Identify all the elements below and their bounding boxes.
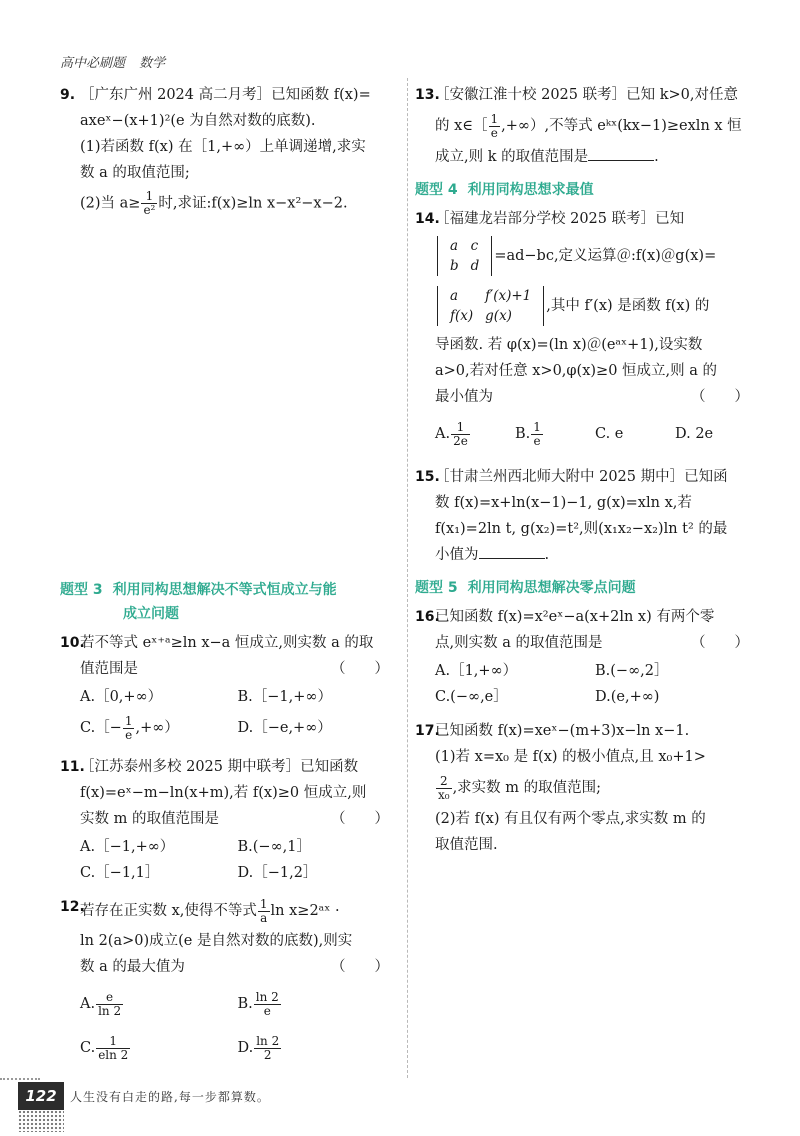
q13-line-2: 的 x∈［ $\frac{1}{e}$ ,+∞）,不等式 eᵏˣ(kx−1)≥exln x 恒	[435, 111, 742, 140]
q17-line-1: 已知函数 f(x)=xeˣ−(m+3)x−ln x−1.	[435, 723, 690, 739]
q14-line-4: 导函数. 若 φ(x)=(ln x)＠(eᵃˣ+1),设实数	[435, 337, 703, 353]
q16-line-2: 点,则实数 a 的取值范围是 （ ）	[435, 630, 755, 656]
option-d[interactable]: D. $\frac{\ln 2}{2}$	[237, 1033, 280, 1062]
q12-line-3: 数 a 的最大值为 （ ）	[80, 954, 395, 980]
option-a[interactable]: A. $\frac{1}{2e}$	[435, 419, 468, 448]
q17-line-4: (2)若 f(x) 有且仅有两个零点,求实数 m 的	[435, 811, 706, 827]
q11-line-1: ［江苏泰州多校 2025 期中联考］已知函数	[80, 759, 359, 775]
section-title: 利用同构思想解决不等式恒成立与能	[112, 582, 337, 598]
q9-line-2: axeˣ−(x+1)²(e 为自然对数的底数).	[80, 113, 316, 129]
question-number: 15.	[415, 469, 440, 485]
option-c[interactable]: C.［−1,1］	[80, 865, 160, 881]
q10-line-1: 若不等式 eˣ⁺ᵃ≥ln x−a 恒成立,则实数 a 的取	[80, 635, 374, 651]
section-title: 利用同构思想求最值	[467, 182, 594, 198]
q10-line-2: 值范围是 （ ）	[80, 656, 395, 682]
q9-part2-prefix: (2)当 a≥	[80, 195, 141, 212]
section-tag: 题型 5	[415, 580, 458, 596]
page-number: 122	[18, 1082, 64, 1110]
option-c[interactable]: C.(−∞,e］	[435, 689, 508, 705]
section-title-cont: 成立问题	[123, 606, 179, 622]
section-tag: 题型 3	[60, 582, 103, 598]
question-15	[415, 464, 755, 568]
option-d[interactable]: D.［−1,2］	[237, 865, 318, 881]
q11-line-3: 实数 m 的取值范围是 （ ）	[80, 806, 395, 832]
q16-options	[435, 658, 755, 710]
question-10	[60, 630, 395, 746]
question-number: 11.	[60, 759, 85, 775]
q9-part2-suffix: 时,求证:f(x)≥ln x−x²−x−2.	[158, 195, 348, 212]
q13-line-3: 成立,则 k 的取值范围是 .	[435, 144, 755, 170]
section-heading-3	[60, 578, 395, 626]
section-heading-4	[415, 178, 755, 202]
q11-line-2: f(x)=eˣ−m−ln(x+m),若 f(x)≥0 恒成立,则	[80, 785, 367, 801]
q15-line-4: 小值为 .	[435, 542, 755, 568]
q12-options	[80, 982, 395, 1070]
right-column	[415, 82, 755, 866]
question-number: 14.	[415, 211, 440, 227]
determinant-abcd: a c b d	[437, 236, 492, 276]
q9-line-3: (1)若函数 f(x) 在［1,+∞）上单调递增,求实	[80, 139, 366, 155]
q17-line-5: 取值范围.	[435, 837, 498, 853]
question-11	[60, 754, 395, 886]
section-tag: 题型 4	[415, 182, 458, 198]
question-number: 13.	[415, 87, 440, 103]
question-16	[415, 604, 755, 710]
q9-fraction: $\frac{1}{\text{e²}}$	[143, 189, 156, 217]
q14-line-1: ［福建龙岩部分学校 2025 联考］已知	[435, 211, 685, 227]
q15-line-2: 数 f(x)=x+ln(x−1)−1, g(x)=xln x,若	[435, 495, 692, 511]
book-title: 高中必刷题	[60, 56, 126, 71]
question-number: 10.	[60, 635, 85, 651]
option-c[interactable]: C.［− $\frac{1}{e}$ ,+∞）	[80, 713, 179, 742]
option-c[interactable]: C. $\frac{1}{eln 2}$	[80, 1033, 129, 1062]
option-d[interactable]: D. 2e	[675, 426, 714, 442]
footer-motto: 人生没有白走的路,每一步都算数。	[70, 1090, 270, 1104]
answer-blank[interactable]	[479, 544, 545, 559]
question-number: 12.	[60, 899, 85, 915]
q14-line-5: a>0,若对任意 x>0,φ(x)≥0 恒成立,则 a 的	[435, 363, 717, 379]
option-b[interactable]: B.(−∞,1］	[237, 839, 311, 855]
option-d[interactable]: D.(e,+∞)	[595, 689, 660, 705]
option-b[interactable]: B.(−∞,2］	[595, 663, 669, 679]
column-divider	[407, 78, 408, 1078]
q9-line-1: ［广东广州 2024 高二月考］已知函数 f(x)=	[80, 87, 371, 103]
question-number: 16.	[415, 609, 440, 625]
q15-line-1: ［甘肃兰州西北师大附中 2025 期中］已知函	[435, 469, 728, 485]
left-column	[60, 82, 395, 1078]
q14-line-6: 最小值为 （ ）	[435, 384, 755, 410]
q9-line-5	[80, 190, 395, 217]
answer-bracket: （ ）	[331, 811, 389, 827]
q12-line-2: ln 2(a>0)成立(e 是自然对数的底数),则实	[80, 933, 353, 949]
question-13	[415, 82, 755, 170]
q14-line-3: a f′(x)+1 f(x) g(x) ,其中 f′(x) 是函数 f(x) 的	[435, 280, 755, 332]
option-d[interactable]: D.［−e,+∞）	[237, 720, 332, 736]
q14-line-2: a c b d =ad−bc,定义运算＠:f(x)＠g(x)=	[435, 232, 755, 280]
answer-blank[interactable]	[588, 146, 654, 161]
option-b[interactable]: B.［−1,+∞）	[237, 689, 332, 705]
question-9	[60, 82, 395, 217]
section-heading-5	[415, 576, 755, 600]
q10-options	[80, 684, 395, 746]
answer-space	[60, 225, 395, 570]
q13-line-1: ［安徽江淮十校 2025 联考］已知 k>0,对任意	[435, 87, 738, 103]
question-number: 9.	[60, 87, 76, 103]
option-a[interactable]: A.［1,+∞）	[435, 663, 518, 679]
q15-line-3: f(x₁)=2ln t, g(x₂)=t²,则(x₁x₂−x₂)ln t² 的最	[435, 521, 728, 537]
question-number: 17.	[415, 723, 440, 739]
q16-line-1: 已知函数 f(x)=x²eˣ−a(x+2ln x) 有两个零	[435, 609, 715, 625]
page-header	[60, 52, 175, 71]
option-a[interactable]: A.［0,+∞）	[80, 689, 163, 705]
section-title: 利用同构思想解决零点问题	[467, 580, 636, 596]
page-footer	[0, 1074, 800, 1136]
q17-line-2: (1)若 x=x₀ 是 f(x) 的极小值点,且 x₀+1>	[435, 749, 706, 765]
q9-line-4: 数 a 的取值范围;	[80, 165, 190, 181]
q12-line-1: 若存在正实数 x,使得不等式 $\frac{1}{a}$ ln x≥2ᵃˣ ·	[80, 896, 340, 925]
q14-options	[435, 412, 755, 456]
answer-bracket: （ ）	[331, 661, 389, 677]
option-a[interactable]: A. $\frac{e}{\ln 2}$	[80, 989, 122, 1018]
question-17	[415, 718, 755, 858]
answer-bracket: （ ）	[691, 635, 749, 651]
option-a[interactable]: A.［−1,+∞）	[80, 839, 175, 855]
option-b[interactable]: B. $\frac{1}{e}$	[515, 419, 541, 448]
option-b[interactable]: B. $\frac{\ln 2}{e}$	[237, 989, 279, 1018]
q17-line-3: $\frac{2}{\text{x₀}}$ ,求实数 m 的取值范围;	[438, 773, 602, 802]
answer-bracket: （ ）	[691, 389, 749, 405]
subject-label: 数学	[139, 56, 166, 71]
determinant-fg: a f′(x)+1 f(x) g(x)	[437, 286, 544, 326]
question-12	[60, 894, 395, 1070]
answer-bracket: （ ）	[331, 959, 389, 975]
option-c[interactable]: C. e	[595, 426, 624, 442]
question-14	[415, 206, 755, 456]
footer-dot-pattern	[18, 1110, 64, 1132]
q11-options	[80, 834, 395, 886]
